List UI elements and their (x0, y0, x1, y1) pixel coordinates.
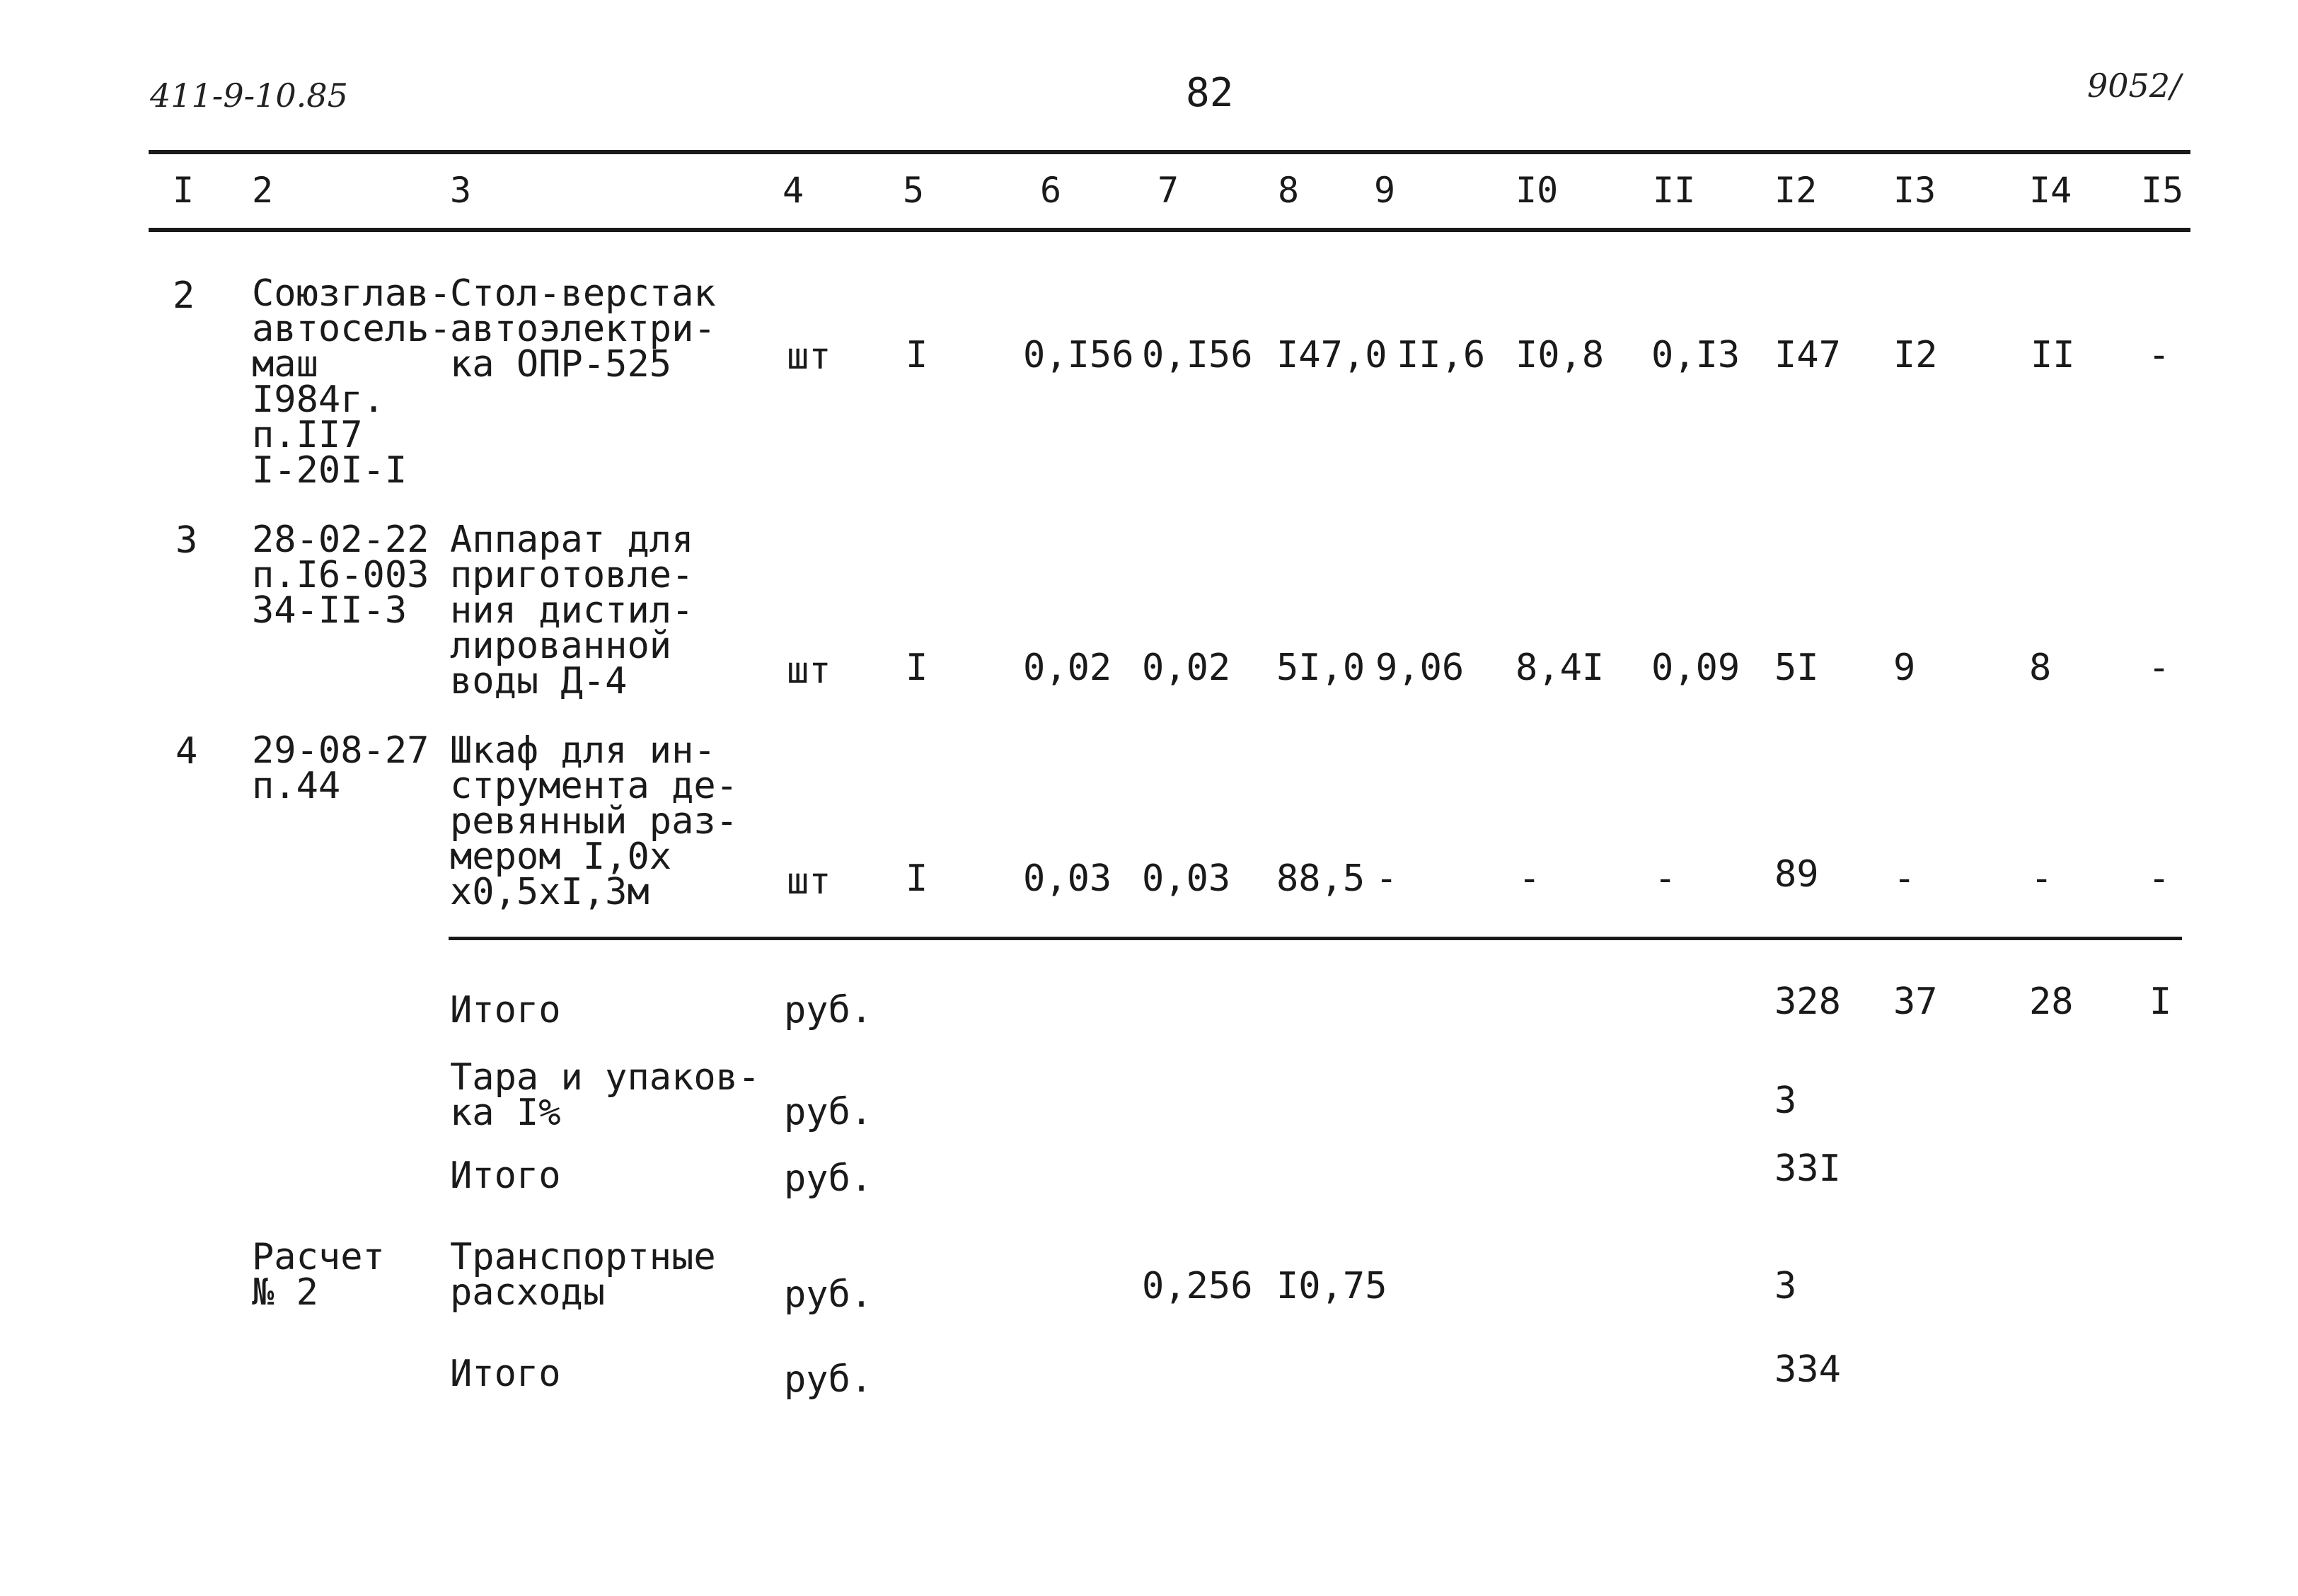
total-col13: 37 (1893, 981, 1938, 1023)
total-col7: 0,256 (1142, 1265, 1253, 1307)
sheet-code: 9052/ (2087, 66, 2181, 105)
row-col9: II,6 (1397, 334, 1486, 376)
column-header: I4 (2029, 170, 2072, 211)
total-unit: руб. (784, 1273, 873, 1316)
row-col14: - (2031, 857, 2053, 900)
total-col12: 334 (1774, 1348, 1841, 1391)
row-unit: шт (787, 860, 831, 903)
column-header: I5 (2141, 170, 2184, 211)
name-line: ревянный раз- (450, 800, 738, 843)
row-col7: 0,I56 (1142, 334, 1253, 376)
row-col8: 88,5 (1276, 857, 1365, 900)
source-line: п.II7 (252, 414, 363, 456)
column-header: 8 (1278, 170, 1300, 211)
column-header: 5 (903, 170, 925, 211)
source-line: I984г. (252, 378, 385, 421)
row-unit: шт (787, 335, 831, 378)
header-bottom-rule (149, 228, 2190, 232)
row-col6: 0,02 (1023, 647, 1112, 689)
row-col6: 0,I56 (1023, 334, 1134, 376)
column-header: 6 (1040, 170, 1062, 211)
column-header: 4 (783, 170, 804, 211)
total-unit: руб. (784, 1157, 873, 1200)
column-header: II (1653, 170, 1696, 211)
source-line: I-20I-I (252, 449, 408, 492)
name-line: мером I,0х (450, 835, 672, 878)
row-col8: I47,0 (1276, 334, 1387, 376)
source-line: 34-II-3 (252, 589, 408, 632)
label-line: Транспортные (450, 1236, 716, 1278)
total-label (450, 1056, 761, 1134)
row-col13: 9 (1893, 647, 1916, 689)
row-name (450, 519, 694, 702)
total-col15: I (2149, 981, 2172, 1023)
row-qty: I (906, 334, 928, 376)
row-col15: - (2148, 647, 2171, 689)
name-line: Аппарат для (450, 519, 694, 561)
column-header: I (173, 170, 195, 211)
row-col9: 9,06 (1375, 647, 1465, 689)
row-number: 2 (173, 274, 195, 317)
row-name (450, 729, 738, 913)
total-unit: руб. (784, 989, 873, 1031)
name-line: ка ОПР-525 (450, 343, 672, 386)
row-qty: I (906, 857, 928, 900)
name-line: струмента де- (450, 765, 738, 807)
column-header: 7 (1157, 170, 1179, 211)
row-col11: 0,09 (1651, 647, 1740, 689)
row-col15: - (2148, 857, 2171, 900)
row-source (252, 729, 429, 807)
row-col12: I47 (1774, 334, 1841, 376)
name-line: приготовле- (450, 554, 694, 596)
total-col8: I0,75 (1276, 1265, 1387, 1307)
label-line: ка I% (450, 1092, 561, 1134)
source-line: автосель- (252, 308, 451, 350)
row-col7: 0,03 (1142, 857, 1231, 900)
label-line: Тара и упаков- (450, 1056, 761, 1099)
row-col15: - (2148, 334, 2171, 376)
source-line: № 2 (252, 1271, 318, 1314)
total-unit: руб. (784, 1358, 873, 1401)
total-label: Итого (450, 1353, 561, 1395)
row-col10: - (1518, 857, 1541, 900)
name-line: лированной (450, 625, 672, 667)
name-line: автоэлектри- (450, 308, 716, 350)
source-line: Расчет (252, 1236, 385, 1278)
column-header: 3 (450, 170, 472, 211)
total-col12: 3 (1774, 1080, 1797, 1122)
row-col6: 0,03 (1023, 857, 1112, 900)
row-col10: I0,8 (1515, 334, 1605, 376)
page-number: 82 (1186, 70, 1234, 116)
total-label (450, 1236, 716, 1314)
row-col11: - (1654, 857, 1677, 900)
row-unit: шт (787, 649, 831, 692)
column-header: I3 (1893, 170, 1936, 211)
doc-code: 411-9-10.85 (150, 76, 348, 115)
row-col13: I2 (1893, 334, 1938, 376)
total-col14: 28 (2029, 981, 2074, 1023)
row-qty: I (906, 647, 928, 689)
name-line: х0,5хI,3м (450, 871, 649, 913)
total-label: Итого (450, 1155, 561, 1197)
total-label: Итого (450, 989, 561, 1031)
total-col12: 3 (1774, 1265, 1797, 1307)
column-header: 9 (1374, 170, 1396, 211)
name-line: Шкаф для ин- (450, 729, 716, 772)
total-col12: 33I (1774, 1147, 1841, 1190)
column-header: 2 (252, 170, 274, 211)
row-col13: - (1893, 857, 1916, 900)
row-col8: 5I,0 (1276, 647, 1365, 689)
row-col12: 5I (1774, 647, 1819, 689)
name-line: Стол-верстак (450, 272, 716, 315)
table-top-rule (149, 150, 2190, 154)
source-line: 29-08-27 (252, 729, 429, 772)
label-line: расходы (450, 1271, 606, 1314)
source-line: маш (252, 343, 318, 386)
row-col11: 0,I3 (1651, 334, 1740, 376)
totals-separator-rule (449, 937, 2182, 940)
column-header: I2 (1774, 170, 1818, 211)
name-line: ния дистил- (450, 589, 694, 632)
total-unit: руб. (784, 1091, 873, 1133)
source-line: п.44 (252, 765, 341, 807)
source-line: п.I6-003 (252, 554, 429, 596)
row-col14: 8 (2029, 647, 2052, 689)
row-col12: 89 (1774, 853, 1819, 896)
source-line: Союзглав- (252, 272, 451, 315)
row-source (252, 519, 429, 632)
row-col14: II (2031, 334, 2075, 376)
name-line: воды Д-4 (450, 660, 628, 702)
total-source (252, 1236, 385, 1314)
column-header: I0 (1515, 170, 1559, 211)
row-source (252, 272, 451, 492)
row-col9: - (1375, 857, 1398, 900)
source-line: 28-02-22 (252, 519, 429, 561)
total-col12: 328 (1774, 981, 1841, 1023)
row-number: 4 (175, 730, 198, 773)
row-col7: 0,02 (1142, 647, 1231, 689)
row-col10: 8,4I (1515, 647, 1605, 689)
row-name (450, 272, 716, 386)
row-number: 3 (175, 519, 198, 562)
